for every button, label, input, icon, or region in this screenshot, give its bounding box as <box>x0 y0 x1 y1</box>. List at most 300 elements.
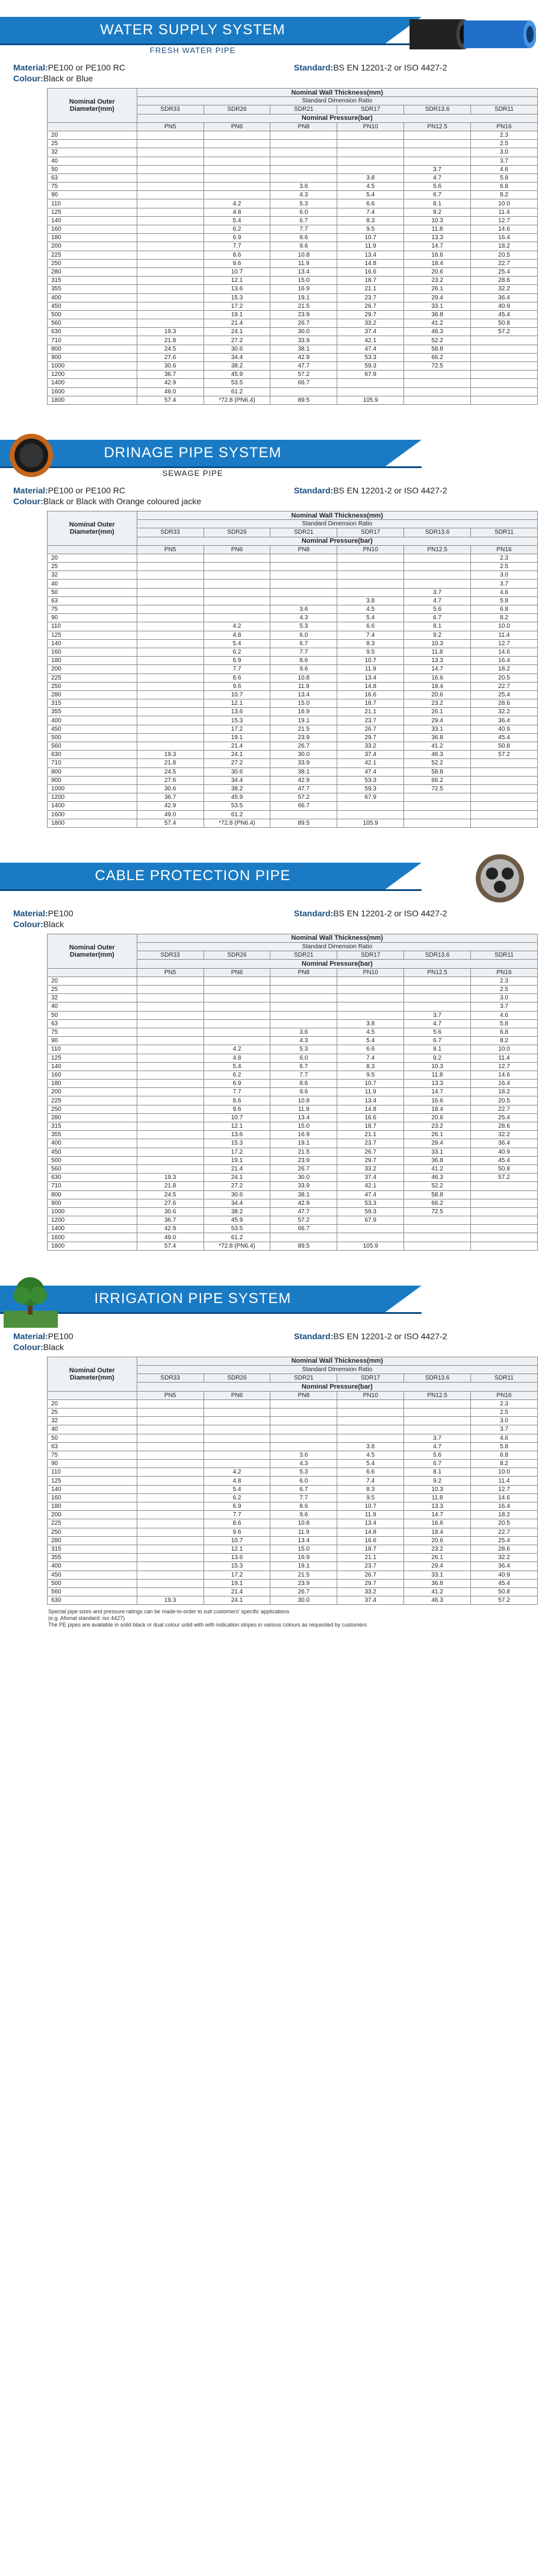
thickness-cell: 57.2 <box>471 1596 538 1605</box>
table-row <box>48 699 538 708</box>
thickness-cell: 8.1 <box>404 199 471 208</box>
thickness-cell: 34.4 <box>204 776 270 784</box>
thickness-cell: 5.3 <box>270 1468 337 1477</box>
table-row <box>48 319 538 328</box>
thickness-cell <box>137 1071 204 1079</box>
thickness-cell: 23.9 <box>270 1156 337 1165</box>
thickness-cell: 33.2 <box>337 319 404 328</box>
outer-diameter-cell: 180 <box>48 1080 137 1088</box>
outer-diameter-cell: 40 <box>48 1002 137 1011</box>
thickness-cell: 42.9 <box>270 1199 337 1207</box>
thickness-cell: 14.8 <box>337 259 404 267</box>
thickness-cell <box>404 370 471 379</box>
table-row <box>48 1545 538 1553</box>
colour-label: Colour: <box>13 1342 43 1352</box>
table-row <box>48 234 538 242</box>
thickness-cell <box>137 1536 204 1545</box>
thickness-cell: 8.6 <box>204 674 270 682</box>
thickness-cell <box>270 596 337 605</box>
thickness-cell <box>137 1080 204 1088</box>
thickness-cell: 30.6 <box>204 345 270 353</box>
thickness-cell <box>137 631 204 639</box>
thickness-cell: 36.7 <box>137 793 204 802</box>
table-row <box>48 293 538 302</box>
table-row <box>48 1199 538 1207</box>
thickness-cell: 16.9 <box>270 708 337 716</box>
thickness-cell: 16.4 <box>471 1502 538 1511</box>
thickness-cell: 27.2 <box>204 336 270 345</box>
table-row <box>48 1434 538 1442</box>
outer-diameter-cell: 25 <box>48 1408 137 1416</box>
thickness-cell <box>337 131 404 139</box>
section-subtitle: SEWAGE PIPE <box>162 468 223 478</box>
table-row <box>48 208 538 216</box>
outer-diameter-cell: 1800 <box>48 396 137 404</box>
table-row <box>48 1596 538 1605</box>
thickness-cell <box>404 793 471 802</box>
thickness-cell: 10.7 <box>337 234 404 242</box>
thickness-cell: 19.3 <box>137 1596 204 1605</box>
thickness-cell <box>137 994 204 1002</box>
outer-diameter-cell: 140 <box>48 216 137 225</box>
thickness-cell: 33.2 <box>337 742 404 751</box>
thickness-cell <box>337 1434 404 1442</box>
outer-diameter-cell: 63 <box>48 1019 137 1028</box>
thickness-cell: 2.3 <box>471 977 538 985</box>
material-value: PE100 or PE100 RC <box>48 63 125 72</box>
thickness-cell: 9.6 <box>270 1088 337 1096</box>
thickness-cell <box>204 1451 270 1459</box>
material-value: PE100 <box>48 908 73 918</box>
thickness-cell <box>137 1045 204 1054</box>
thickness-cell: 13.4 <box>270 267 337 276</box>
thickness-cell: 11.9 <box>270 1528 337 1536</box>
thickness-cell <box>337 1011 404 1019</box>
thickness-cell: 19.1 <box>204 733 270 742</box>
sdr-header: SDR26 <box>204 528 270 537</box>
thickness-cell: 9.2 <box>404 631 471 639</box>
table-row <box>48 1442 538 1451</box>
thickness-cell <box>204 977 270 985</box>
table-row <box>48 302 538 310</box>
outer-diameter-cell: 50 <box>48 588 137 596</box>
thickness-cell <box>270 174 337 182</box>
thickness-cell: 8.6 <box>204 1096 270 1105</box>
thickness-cell: 40.9 <box>471 1148 538 1156</box>
thickness-cell: 6.2 <box>204 225 270 234</box>
outer-diameter-cell: 125 <box>48 208 137 216</box>
thickness-cell <box>471 784 538 793</box>
outer-diameter-cell: 1000 <box>48 1207 137 1216</box>
table-row <box>48 1502 538 1511</box>
thickness-cell: 5.6 <box>404 1028 471 1036</box>
outer-diameter-cell: 500 <box>48 1156 137 1165</box>
thickness-cell: 8.6 <box>270 234 337 242</box>
thickness-cell <box>137 259 204 267</box>
thickness-cell <box>337 148 404 157</box>
thickness-cell: 10.7 <box>337 657 404 665</box>
pn-header: PN10 <box>337 1391 404 1399</box>
thickness-cell: 10.0 <box>471 1468 538 1477</box>
thickness-cell: 27.2 <box>204 1182 270 1190</box>
thickness-cell: 5.3 <box>270 622 337 631</box>
thickness-cell <box>337 802 404 810</box>
thickness-cell: 18.2 <box>471 242 538 251</box>
thickness-cell: 19.1 <box>270 1562 337 1571</box>
thickness-cell: 50.8 <box>471 319 538 328</box>
standard-line <box>294 908 447 918</box>
thickness-cell: 9.2 <box>404 1477 471 1485</box>
standard-label: Standard: <box>294 1331 334 1341</box>
sdr-header: SDR11 <box>471 1374 538 1383</box>
colour-value: Black <box>43 1342 64 1352</box>
thickness-cell: 9.6 <box>270 665 337 674</box>
thickness-cell: 6.2 <box>204 648 270 656</box>
outer-diameter-cell: 25 <box>48 140 137 148</box>
outer-diameter-cell: 225 <box>48 1096 137 1105</box>
thickness-cell: 16.6 <box>337 690 404 699</box>
thickness-cell: 10.7 <box>204 690 270 699</box>
thickness-cell <box>137 1485 204 1493</box>
thickness-cell: 5.6 <box>404 1451 471 1459</box>
outer-diameter-cell: 40 <box>48 157 137 165</box>
thickness-cell: 2.3 <box>471 131 538 139</box>
thickness-cell: 47.4 <box>337 767 404 776</box>
sdr-header: SDR26 <box>204 105 270 114</box>
table-row <box>48 571 538 580</box>
thickness-cell: 50.8 <box>471 1165 538 1173</box>
section-title: CABLE PROTECTION PIPE <box>95 867 291 884</box>
thickness-cell: 21.5 <box>270 302 337 310</box>
outer-diameter-cell: 355 <box>48 285 137 293</box>
thickness-cell: 15.0 <box>270 1122 337 1131</box>
thickness-cell <box>137 699 204 708</box>
thickness-cell <box>137 1451 204 1459</box>
thickness-cell: 8.6 <box>204 1519 270 1528</box>
thickness-cell: 8.6 <box>270 657 337 665</box>
thickness-cell <box>471 336 538 345</box>
thickness-cell: 30.0 <box>270 1174 337 1182</box>
colour-line <box>13 73 93 83</box>
thickness-cell <box>471 793 538 802</box>
thickness-cell <box>137 234 204 242</box>
thickness-cell <box>404 571 471 580</box>
outer-diameter-cell: 630 <box>48 328 137 336</box>
outer-diameter-cell: 900 <box>48 776 137 784</box>
sdr-title: Standard Dimension Ratio <box>137 97 537 105</box>
outer-diameter-cell: 1400 <box>48 379 137 387</box>
outer-diameter-cell: 1200 <box>48 1216 137 1225</box>
thickness-cell: 13.6 <box>204 285 270 293</box>
thickness-cell: 4.7 <box>404 174 471 182</box>
outer-diameter-cell: 315 <box>48 699 137 708</box>
thickness-cell: 36.7 <box>137 1216 204 1225</box>
outer-diameter-cell: 1000 <box>48 784 137 793</box>
thickness-cell <box>137 1528 204 1536</box>
table-row <box>48 1045 538 1054</box>
thickness-cell: 4.3 <box>270 191 337 199</box>
thickness-cell <box>404 1216 471 1225</box>
table-row <box>48 802 538 810</box>
outer-diameter-cell: 355 <box>48 708 137 716</box>
thickness-cell: 61.2 <box>204 1233 270 1242</box>
thickness-cell <box>204 1011 270 1019</box>
thickness-cell: 66.2 <box>404 353 471 361</box>
thickness-cell: 2.5 <box>471 563 538 571</box>
outer-diameter-cell: 280 <box>48 1536 137 1545</box>
section-banner <box>0 1275 542 1329</box>
thickness-cell: 45.9 <box>204 370 270 379</box>
pn-header: PN5 <box>137 968 204 977</box>
thickness-cell: 9.6 <box>204 1528 270 1536</box>
table-row <box>48 674 538 682</box>
thickness-cell: 20.5 <box>471 1096 538 1105</box>
thickness-cell: 105.9 <box>337 819 404 827</box>
thickness-cell: 47.4 <box>337 345 404 353</box>
table-row <box>48 387 538 396</box>
thickness-cell: 13.4 <box>337 1096 404 1105</box>
thickness-cell: 28.6 <box>471 1545 538 1553</box>
thickness-cell: 36.8 <box>404 1579 471 1587</box>
table-row <box>48 1080 538 1088</box>
table-row <box>48 1536 538 1545</box>
thickness-cell: 7.4 <box>337 631 404 639</box>
outer-diameter-cell: 90 <box>48 1037 137 1045</box>
thickness-cell <box>270 1011 337 1019</box>
table-row <box>48 148 538 157</box>
thickness-cell: 2.5 <box>471 986 538 994</box>
thickness-cell: 53.5 <box>204 379 270 387</box>
thickness-cell <box>404 396 471 404</box>
footnote-line: The PE pipes are available in solid black or dual colour solid with with indication stripes in various colours as requested by customers <box>48 1622 367 1628</box>
sdr-header: SDR21 <box>270 1374 337 1383</box>
thickness-cell: 23.7 <box>337 1562 404 1571</box>
thickness-cell: 8.6 <box>270 1502 337 1511</box>
thickness-cell <box>404 1417 471 1425</box>
outer-diameter-cell: 630 <box>48 1596 137 1605</box>
thickness-cell: 37.4 <box>337 751 404 759</box>
thickness-cell: 14.6 <box>471 1493 538 1502</box>
table-row <box>48 267 538 276</box>
thickness-cell: 4.8 <box>204 1477 270 1485</box>
thickness-cell <box>137 1477 204 1485</box>
thickness-cell <box>137 1028 204 1036</box>
thickness-cell: 28.6 <box>471 277 538 285</box>
pn-header: PN16 <box>471 122 538 131</box>
outer-diameter-cell: 90 <box>48 191 137 199</box>
thickness-cell: 52.2 <box>404 759 471 767</box>
thickness-cell: 11.4 <box>471 208 538 216</box>
thickness-cell: 10.8 <box>270 251 337 259</box>
thickness-cell <box>137 571 204 580</box>
thickness-cell: 19.1 <box>204 310 270 319</box>
table-row <box>48 1417 538 1425</box>
thickness-cell: 14.6 <box>471 1071 538 1079</box>
table-row <box>48 596 538 605</box>
thickness-cell <box>404 131 471 139</box>
thickness-cell <box>137 1156 204 1165</box>
pn-header: PN5 <box>137 122 204 131</box>
thickness-cell: 24.1 <box>204 328 270 336</box>
table-row <box>48 379 538 387</box>
outer-diameter-cell: 160 <box>48 225 137 234</box>
pn-header: PN12.5 <box>404 1391 471 1399</box>
thickness-cell <box>404 140 471 148</box>
thickness-cell: 9.6 <box>204 259 270 267</box>
outer-diameter-cell: 50 <box>48 165 137 174</box>
thickness-cell: 5.4 <box>337 614 404 622</box>
thickness-cell: 40.9 <box>471 302 538 310</box>
outer-diameter-cell: 1400 <box>48 1225 137 1233</box>
thickness-cell <box>137 277 204 285</box>
table-row <box>48 1216 538 1225</box>
outer-diameter-cell: 63 <box>48 596 137 605</box>
table-row <box>48 631 538 639</box>
thickness-cell: 67.9 <box>337 1216 404 1225</box>
thickness-cell <box>270 387 337 396</box>
thickness-cell: 27.2 <box>204 759 270 767</box>
thickness-cell: 26.1 <box>404 1131 471 1139</box>
thickness-cell: 105.9 <box>337 1242 404 1250</box>
thickness-cell: 4.6 <box>471 588 538 596</box>
thickness-cell: 33.9 <box>270 336 337 345</box>
thickness-cell: 24.1 <box>204 1174 270 1182</box>
blue-black-pipes-icon <box>403 6 536 59</box>
thickness-cell: 33.2 <box>337 1165 404 1173</box>
thickness-cell: 18.7 <box>337 699 404 708</box>
thickness-cell: 29.4 <box>404 716 471 725</box>
thickness-cell: 42.1 <box>337 1182 404 1190</box>
thickness-cell <box>137 1148 204 1156</box>
table-row <box>48 1002 538 1011</box>
thickness-cell <box>204 165 270 174</box>
thickness-cell: 30.0 <box>270 1596 337 1605</box>
thickness-cell: 7.7 <box>270 1071 337 1079</box>
outer-diameter-cell: 40 <box>48 580 137 588</box>
thickness-cell: 59.3 <box>337 784 404 793</box>
thickness-cell: 6.7 <box>270 216 337 225</box>
thickness-cell <box>137 725 204 733</box>
thickness-cell: 22.7 <box>471 259 538 267</box>
table-row <box>48 1207 538 1216</box>
thickness-cell <box>337 977 404 985</box>
thickness-cell: 3.6 <box>270 183 337 191</box>
table-row <box>48 1225 538 1233</box>
thickness-cell: 36.8 <box>404 310 471 319</box>
thickness-cell: 20.5 <box>471 1519 538 1528</box>
thickness-cell <box>137 657 204 665</box>
thickness-cell <box>270 810 337 819</box>
thickness-cell <box>137 242 204 251</box>
thickness-cell: 11.9 <box>270 682 337 690</box>
thickness-cell: 26.1 <box>404 1554 471 1562</box>
sdr-header: SDR13.6 <box>404 951 471 960</box>
sdr-header: SDR33 <box>137 951 204 960</box>
thickness-cell <box>137 733 204 742</box>
thickness-cell <box>337 810 404 819</box>
thickness-cell <box>471 362 538 370</box>
thickness-cell: 57.4 <box>137 1242 204 1250</box>
thickness-cell <box>270 140 337 148</box>
thickness-cell <box>404 387 471 396</box>
thickness-cell <box>404 819 471 827</box>
table-row <box>48 1037 538 1045</box>
thickness-cell: 4.5 <box>337 1028 404 1036</box>
thickness-cell: 10.3 <box>404 216 471 225</box>
colour-value: Black or Blue <box>43 73 93 83</box>
thickness-cell <box>137 580 204 588</box>
thickness-cell <box>404 1425 471 1434</box>
thickness-cell <box>137 716 204 725</box>
outer-diameter-cell: 1400 <box>48 802 137 810</box>
thickness-cell <box>337 554 404 562</box>
thickness-cell <box>471 1199 538 1207</box>
thickness-cell: 9.6 <box>204 682 270 690</box>
thickness-cell: 5.8 <box>471 1442 538 1451</box>
thickness-cell <box>404 1242 471 1250</box>
outer-diameter-cell: 75 <box>48 1028 137 1036</box>
thickness-cell: 5.4 <box>204 639 270 648</box>
thickness-cell: 15.0 <box>270 699 337 708</box>
nominal-outer-header: Nominal Outer Diameter(mm) <box>48 934 137 968</box>
thickness-cell: 4.6 <box>471 1011 538 1019</box>
outer-diameter-cell: 630 <box>48 751 137 759</box>
table-row <box>48 690 538 699</box>
thickness-cell: 16.6 <box>404 674 471 682</box>
thickness-cell: 19.1 <box>204 1579 270 1587</box>
outer-diameter-cell: 225 <box>48 1519 137 1528</box>
colour-label: Colour: <box>13 496 43 506</box>
thickness-cell: 11.9 <box>270 1105 337 1113</box>
table-row <box>48 665 538 674</box>
thickness-cell <box>404 554 471 562</box>
thickness-cell <box>204 596 270 605</box>
thickness-cell: 13.3 <box>404 1080 471 1088</box>
thickness-cell: 33.9 <box>270 759 337 767</box>
outer-diameter-cell: 800 <box>48 767 137 776</box>
outer-diameter-cell: 400 <box>48 716 137 725</box>
thickness-cell: 4.2 <box>204 622 270 631</box>
thickness-cell: 7.7 <box>270 225 337 234</box>
thickness-cell: 3.6 <box>270 1451 337 1459</box>
thickness-cell: 10.0 <box>471 1045 538 1054</box>
thickness-cell: 18.2 <box>471 1511 538 1519</box>
thickness-cell: 3.8 <box>337 1019 404 1028</box>
thickness-cell <box>137 639 204 648</box>
thickness-cell <box>137 319 204 328</box>
thickness-cell: 27.6 <box>137 776 204 784</box>
thickness-cell: 6.8 <box>471 183 538 191</box>
thickness-cell: 7.4 <box>337 208 404 216</box>
outer-diameter-cell: 90 <box>48 1460 137 1468</box>
thickness-cell <box>204 1425 270 1434</box>
thickness-cell <box>137 267 204 276</box>
thickness-cell: 12.7 <box>471 216 538 225</box>
outer-diameter-cell: 355 <box>48 1554 137 1562</box>
outer-diameter-cell: 1200 <box>48 793 137 802</box>
thickness-cell: 13.4 <box>337 1519 404 1528</box>
outer-diameter-cell: 280 <box>48 690 137 699</box>
pn-header: PN8 <box>270 545 337 554</box>
thickness-cell <box>137 986 204 994</box>
table-row <box>48 1182 538 1190</box>
thickness-cell: 30.6 <box>137 784 204 793</box>
thickness-cell <box>137 1434 204 1442</box>
thickness-cell: 19.3 <box>137 751 204 759</box>
outer-diameter-cell: 20 <box>48 131 137 139</box>
thickness-cell: 7.7 <box>204 242 270 251</box>
thickness-cell: 46.3 <box>404 328 471 336</box>
